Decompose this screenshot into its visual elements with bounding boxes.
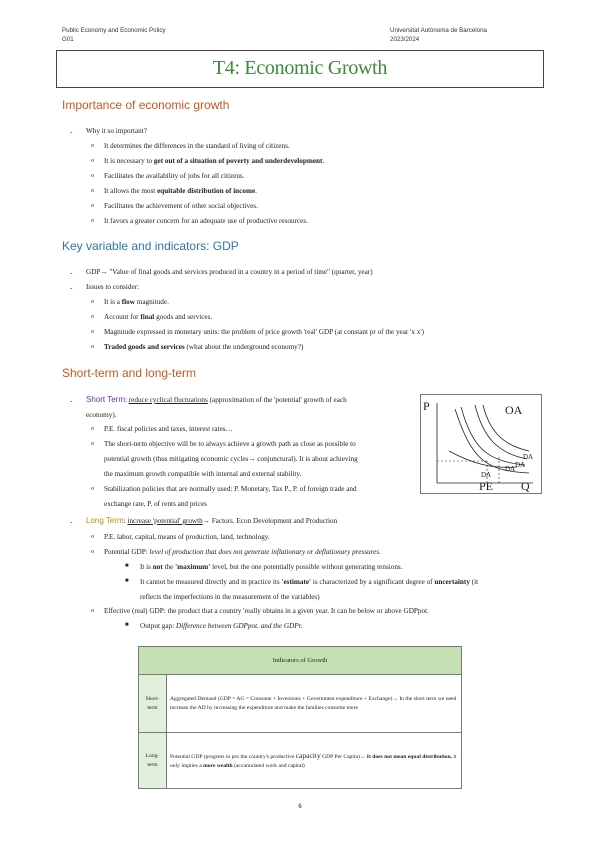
dash-bullet: - [70, 269, 73, 277]
list-item: Stabilization policies that are normally used: P. Monetary, Tax P., P. of foreign trade and [104, 485, 357, 493]
course-name: Public Economy and Economic Policy [62, 27, 166, 34]
oa-label: OA [505, 403, 523, 417]
dash-bullet: - [70, 128, 73, 136]
row-text-short: Aggregated Demand (GDP = AG = Consume + Inversions + Government expenditure + Exchange)→ In the short term we need increase the AD by increasing the expenditure and make the families consume more [167, 675, 462, 733]
circle-bullet: o [91, 441, 94, 447]
list-item: P.E. fiscal policies and taxes, interest rates… [104, 425, 233, 433]
dash-bullet: - [70, 397, 73, 405]
section-heading-gdp: Key variable and indicators: GDP [62, 239, 239, 253]
list-item-cont: potential growth (thus mitigating economic cycles→ conjunctural). It is about achieving [104, 455, 358, 463]
gdp-definition: GDP→ "Value of final goods and services produced in a country in a period of time" (quarter, year) [86, 268, 373, 276]
section-heading-short-long: Short-term and long-term [62, 366, 197, 380]
circle-bullet: o [91, 158, 94, 164]
circle-bullet: o [91, 549, 94, 555]
table-title: Indicators of Growth [139, 647, 462, 675]
da-label-2: DA [515, 461, 526, 469]
section-heading-importance: Importance of economic growth [62, 98, 230, 112]
da-label-4: DA [481, 471, 492, 479]
circle-bullet: o [91, 218, 94, 224]
group-code: G01 [62, 36, 74, 43]
circle-bullet: o [91, 608, 94, 614]
square-bullet: ■ [125, 563, 129, 569]
list-item: It favors a greater concern for an adequate use of productive resources. [104, 217, 308, 225]
long-term-line: Long Term: increase 'potential' growth→ Factors. Econ Development and Production [86, 516, 338, 525]
list-item: It is necessary to get out of a situation of poverty and underdevelopment. [104, 157, 325, 165]
list-item: Effective (real) GDP: the product that a country 'really obtains in a given year. It can be below or above GDPpot. [104, 607, 429, 615]
da-label-3: DA [505, 465, 516, 473]
da-label: DA [523, 453, 534, 461]
short-term-line: Short Term: reduce cyclical fluctuations (approximation of the 'potential' growth of each [86, 395, 347, 404]
list-item: Magnitude expressed in monetary units: the problem of price growth 'real' GDP (at constant pr of the year 'x x') [104, 328, 425, 336]
list-item-cont: exchange rate, P. of rents and prices [104, 500, 207, 508]
circle-bullet: o [91, 299, 94, 305]
circle-bullet: o [91, 426, 94, 432]
axis-p-label: P [423, 399, 430, 413]
square-bullet: ■ [125, 622, 129, 628]
academic-year: 2023/2024 [390, 36, 420, 43]
table-row [139, 733, 462, 789]
list-item: Issues to consider: [86, 283, 140, 291]
circle-bullet: o [91, 534, 94, 540]
row-head-long: Long-term [139, 733, 167, 789]
axis-q-label: Q [521, 479, 530, 493]
list-item: Facilitates the achievement of other social objectives. [104, 202, 258, 210]
sub-list-item: Output gap: Difference between GDPpot. and the GDPr. [140, 622, 303, 630]
short-term-line-cont: economy). [86, 411, 117, 419]
sub-list-item: It cannot be measured directly and in practice its 'estimate' is characterized by a significant degree of uncertainty (it [140, 578, 479, 586]
title-box [56, 50, 544, 88]
circle-bullet: o [91, 344, 94, 350]
list-item-cont: the maximum growth compatible with internal and external stability. [104, 470, 302, 478]
circle-bullet: o [91, 143, 94, 149]
indicators-table [138, 646, 462, 789]
circle-bullet: o [91, 486, 94, 492]
list-item: P.E. labor, capital, means of production, land, technology. [104, 533, 270, 541]
row-text-long: Potential GDP (progress in pro the country's productive capacity GDP Per Capita)→ It does not mean equal distribution, it only implies a more wealth (accumulated work and capital) [167, 733, 462, 789]
list-item: Facilitates the availability of jobs for all citizens. [104, 172, 245, 180]
row-head-short: Short-term [139, 675, 167, 733]
university-name: Universitat Autònoma de Barcelona [390, 27, 487, 34]
pe-label: PE [479, 479, 494, 493]
list-item: It determines the differences in the standard of living of citizens. [104, 142, 290, 150]
dash-bullet: - [70, 284, 73, 292]
list-item: Potential GDP: level of production that does not generate inflationary or deflationary pressures. [104, 548, 381, 556]
square-bullet: ■ [125, 578, 129, 584]
list-item: Traded goods and services (what about the underground economy?) [104, 343, 304, 351]
circle-bullet: o [91, 314, 94, 320]
question-text: Why it so important? [86, 127, 147, 135]
list-item: Account for final goods and services. [104, 313, 213, 321]
page-number: 6 [298, 804, 302, 810]
page-title: T4: Economic Growth [212, 57, 388, 79]
sub-list-item-cont: reflects the imperfections in the measurement of the variables) [140, 593, 320, 601]
list-item: The short-term objective will be to always achieve a growth path as close as possible to [104, 440, 356, 448]
table-row [139, 675, 462, 733]
circle-bullet: o [91, 329, 94, 335]
ad-as-graph [420, 394, 542, 494]
university-header [390, 26, 487, 44]
circle-bullet: o [91, 173, 94, 179]
course-header [62, 26, 166, 44]
list-item: It is a flow magnitude. [104, 298, 169, 306]
circle-bullet: o [91, 203, 94, 209]
dash-bullet: - [70, 518, 73, 526]
circle-bullet: o [91, 188, 94, 194]
list-item: It allows the most equitable distribution of income. [104, 187, 257, 195]
sub-list-item: It is not the 'maximum' level, but the one potentially possible without generating tensions. [140, 563, 403, 571]
